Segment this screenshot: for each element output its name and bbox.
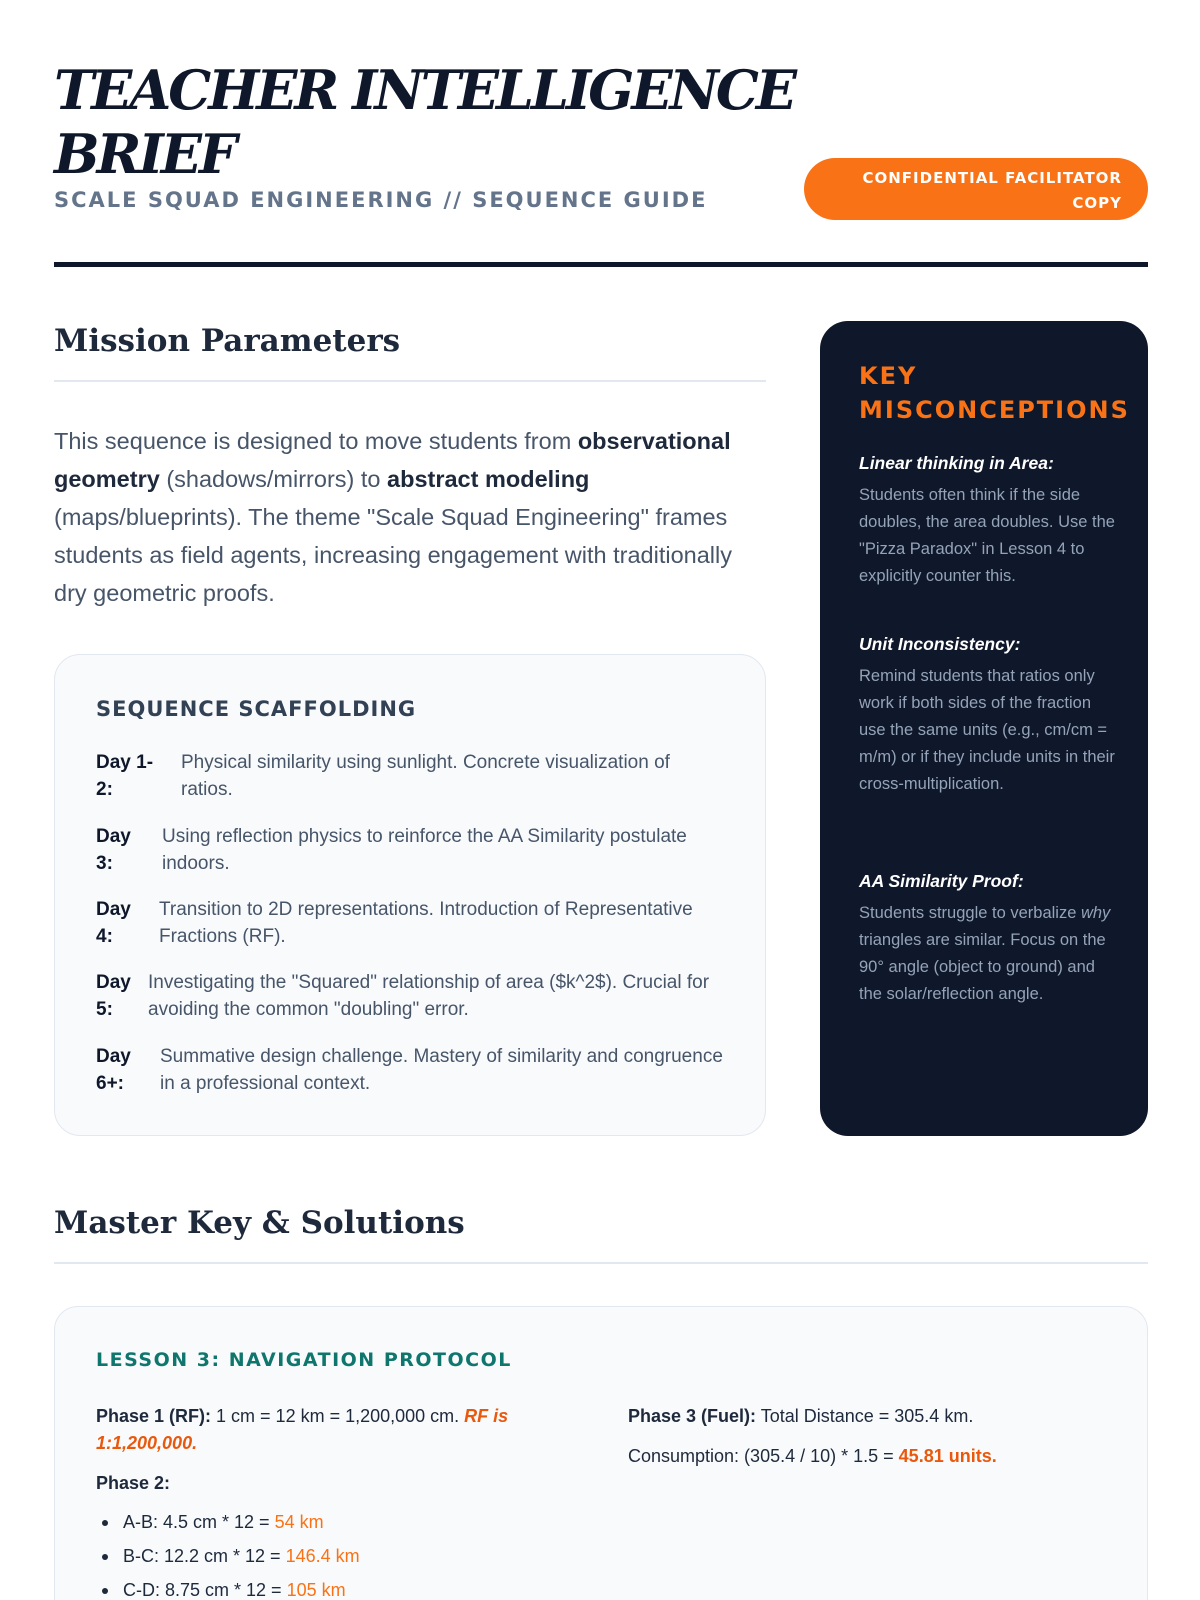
mission-divider [54,380,766,382]
phase1-answer: RF is 1:1,200,000. [96,1406,509,1453]
day-row [96,896,726,950]
page-title: TEACHER INTELLIGENCE BRIEF [54,58,795,186]
day-label: Day 6+: [96,1046,131,1094]
day-row [96,1043,726,1097]
page-subtitle: SCALE SQUAD ENGINEERING // SEQUENCE GUIDE [54,188,708,212]
master-key-heading: Master Key & Solutions [54,1205,465,1241]
phase2-list [96,1509,566,1600]
misconception-item [859,634,1119,798]
phase3-solution: Phase 3 (Fuel): Total Distance = 305.4 km. [628,1406,974,1426]
key-misconceptions-panel [820,321,1148,1136]
lesson-solutions-card [54,1306,1148,1600]
solutions-right-column [628,1403,1098,1470]
distance-answer: 54 km [274,1512,324,1532]
day-description: Investigating the "Squared" relationship of area ($k^2$). Crucial for avoiding the common "doubling" error. [148,972,710,1020]
misconception-heading: Unit Inconsistency: [859,634,1021,654]
distance-answer: 105 km [286,1580,346,1600]
master-key-divider [54,1262,1148,1264]
intro-emphasis-observational: observational geometry [54,428,731,492]
day-label: Day 4: [96,899,131,947]
lesson-title: LESSON 3: NAVIGATION PROTOCOL [96,1349,512,1371]
phase1-solution: Phase 1 (RF): 1 cm = 12 km = 1,200,000 cm. RF is 1:1,200,000. [96,1406,509,1453]
day-label: Day 3: [96,826,131,874]
header-divider [54,262,1148,267]
misconception-heading: Linear thinking in Area: [859,453,1054,473]
solutions-left-column [96,1403,566,1600]
misconception-body: Students often think if the side doubles, the area doubles. Use the "Pizza Paradox" in Lesson 4 to explicitly counter this. [859,486,1115,585]
consumption-answer: 45.81 units. [898,1446,997,1466]
day-label: Day 5: [96,972,131,1020]
day-description: Summative design challenge. Mastery of similarity and congruence in a professional context. [160,1046,723,1094]
misconception-item [859,871,1119,1008]
brief-header [54,58,1148,268]
intro-emphasis-abstract: abstract modeling [387,466,590,492]
misconception-body: Remind students that ratios only work if both sides of the fraction use the same units (e.g., cm/cm = m/m) or if they include units in their cross-multiplication. [859,667,1115,793]
day-row [96,749,726,803]
day-description: Physical similarity using sunlight. Concrete visualization of ratios. [181,752,670,800]
day-label: Day 1-2: [96,752,154,800]
day-description: Transition to 2D representations. Introduction of Representative Fractions (RF). [159,899,693,947]
phase1-label: Phase 1 (RF): [96,1406,212,1426]
confidential-badge: CONFIDENTIAL FACILITATOR COPY [804,158,1148,220]
misconception-item [859,453,1119,590]
phase2-label: Phase 2: [96,1473,171,1493]
misconceptions-title: KEY MISCONCEPTIONS [859,362,1130,424]
phase3-label: Phase 3 (Fuel): [628,1406,757,1426]
mission-heading: Mission Parameters [54,323,401,359]
misconception-body: Students struggle to verbalize why triangles are similar. Focus on the 90° angle (object to ground) and the solar/reflection angle. [859,904,1111,1003]
mission-intro: This sequence is designed to move students from observational geometry (shadows/mirrors) to abstract modeling (maps/blueprints). The theme "Scale Squad Engineering" frames students as field agents, increasing engagement with traditionally dry geometric proofs. [54,428,732,606]
emphasis-why: why [1080,904,1111,922]
scaffolding-title: SEQUENCE SCAFFOLDING [96,697,417,721]
list-item: B-C: 12.2 cm * 12 = 146.4 km [96,1543,566,1570]
day-row [96,969,726,1023]
day-description: Using reflection physics to reinforce the AA Similarity postulate indoors. [162,826,687,874]
misconception-heading: AA Similarity Proof: [859,871,1024,891]
distance-answer: 146.4 km [285,1546,360,1566]
list-item: A-B: 4.5 cm * 12 = 54 km [96,1509,566,1536]
list-item: C-D: 8.75 cm * 12 = 105 km [96,1577,566,1600]
consumption-solution: Consumption: (305.4 / 10) * 1.5 = 45.81 units. [628,1446,997,1466]
day-row [96,823,726,877]
sequence-scaffolding-card [54,654,766,1136]
